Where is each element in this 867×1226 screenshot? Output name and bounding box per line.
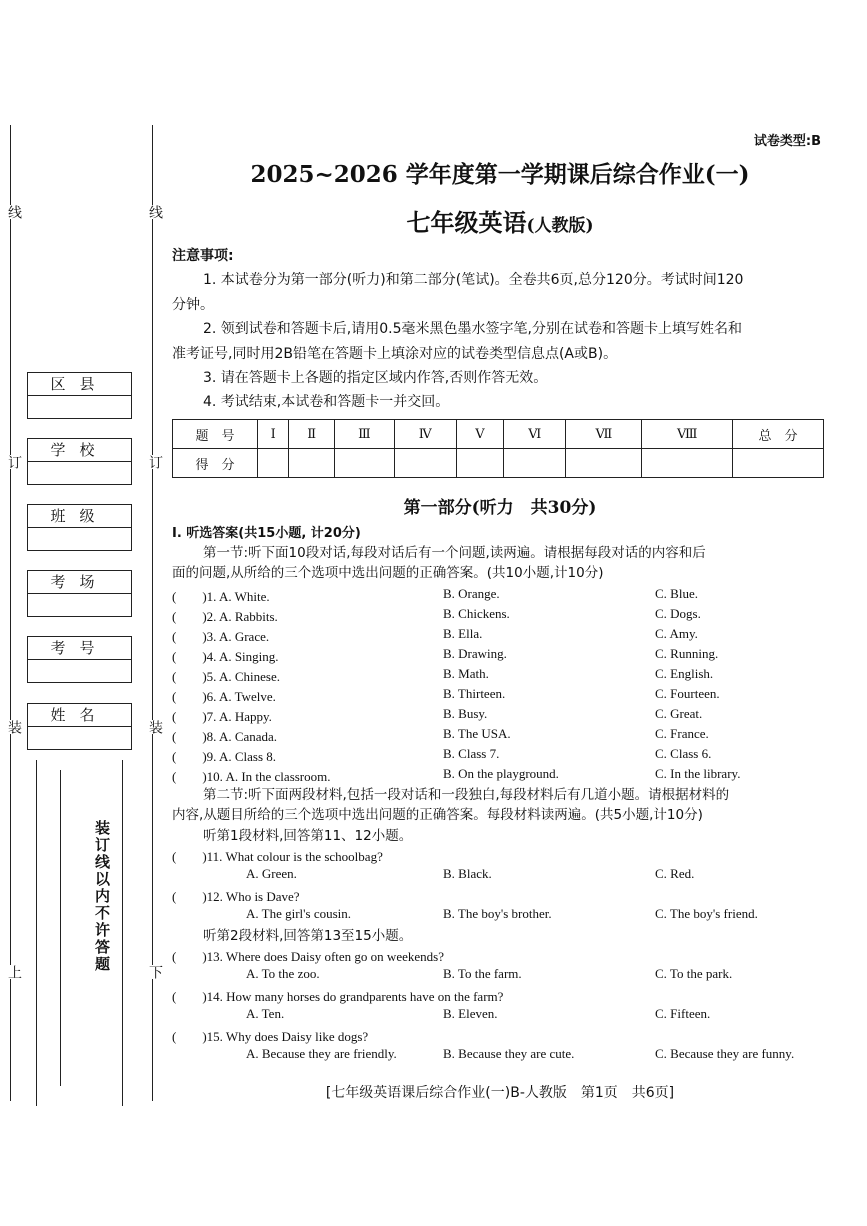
question-stem-option-a[interactable]: ( )2. A. Rabbits.	[172, 609, 278, 624]
score-table-row: 得 分	[173, 449, 824, 478]
part1-title: 第一部分(听力 共30分)	[403, 498, 597, 518]
option-c: C. To the park.	[655, 966, 733, 981]
question-stem-option-a[interactable]: ( )1. A. White.	[172, 589, 270, 604]
option-b: B. On the playground.	[443, 766, 559, 781]
page-title: 2025~2026 学年度第一学期课后综合作业(一)	[250, 161, 750, 188]
question-stem-option-a[interactable]: ( )3. A. Grace.	[172, 629, 270, 644]
question-stem[interactable]: ( )12. Who is Dave?	[172, 889, 300, 904]
option-a: A. Because they are friendly.	[246, 1046, 397, 1061]
option-b: B. Black.	[443, 866, 492, 881]
binding-line	[10, 125, 11, 1101]
field-school[interactable]: 学校	[27, 438, 132, 485]
option-c: C. Fifteen.	[655, 1006, 711, 1021]
section2-intro: 内容,从题目所给的三个选项中选出问题的正确答案。每段材料读两遍。(共5小题,计10分)	[172, 807, 703, 823]
field-name[interactable]: 姓名	[27, 703, 132, 750]
field-district[interactable]: 区县	[27, 372, 132, 419]
binding-note: 装订线以内不许答题	[93, 820, 111, 973]
section1-title: Ⅰ. 听选答案(共15小题, 计20分)	[172, 526, 361, 541]
notice-title: 注意事项:	[172, 248, 234, 264]
option-c: C. The boy's friend.	[655, 906, 758, 921]
material-1-note: 听第1段材料,回答第11、12小题。	[203, 828, 413, 844]
option-b: B. Orange.	[443, 586, 500, 601]
option-b: B. Drawing.	[443, 646, 507, 661]
option-c: C. Great.	[655, 706, 703, 721]
field-exam-room[interactable]: 考场	[27, 570, 132, 617]
option-c: C. Fourteen.	[655, 686, 720, 701]
question-stem[interactable]: ( )14. How many horses do grandparents have on the farm?	[172, 989, 504, 1004]
field-class[interactable]: 班级	[27, 504, 132, 551]
score-table-header: 题 号 Ⅰ Ⅱ Ⅲ Ⅳ Ⅴ Ⅵ Ⅶ Ⅷ 总 分	[173, 420, 824, 449]
option-b: B. The USA.	[443, 726, 511, 741]
option-b: B. The boy's brother.	[443, 906, 552, 921]
option-c: C. Amy.	[655, 626, 698, 641]
subtitle-main: 七年级英语	[406, 208, 527, 237]
question-stem-option-a[interactable]: ( )9. A. Class 8.	[172, 749, 277, 764]
option-a: A. The girl's cousin.	[246, 906, 352, 921]
notice-line: 3. 请在答题卡上各题的指定区域内作答,否则作答无效。	[203, 370, 548, 386]
option-b: B. Ella.	[443, 626, 483, 641]
option-c: C. Running.	[655, 646, 719, 661]
question-stem-option-a[interactable]: ( )5. A. Chinese.	[172, 669, 280, 684]
option-a: A. Green.	[246, 866, 297, 881]
binding-mark: 线	[147, 205, 163, 219]
binding-mark: 装	[147, 720, 163, 734]
binding-mark: 上	[6, 965, 22, 979]
notice-line: 准考证号,同时用2B铅笔在答题卡上填涂对应的试卷类型信息点(A或B)。	[172, 346, 618, 362]
section2-intro: 第二节:听下面两段材料,包括一段对话和一段独白,每段材料后有几道小题。请根据材料的	[203, 787, 730, 803]
question-stem-option-a[interactable]: ( )7. A. Happy.	[172, 709, 272, 724]
exam-type: 试卷类型:B	[753, 134, 821, 149]
option-b: B. Chickens.	[443, 606, 510, 621]
section1-intro: 面的问题,从所给的三个选项中选出问题的正确答案。(共10小题,计10分)	[172, 565, 604, 581]
option-b: B. Busy.	[443, 706, 488, 721]
question-stem[interactable]: ( )11. What colour is the schoolbag?	[172, 849, 383, 864]
field-exam-number[interactable]: 考号	[27, 636, 132, 683]
binding-mark: 订	[6, 455, 22, 469]
question-stem[interactable]: ( )13. Where does Daisy often go on weekends?	[172, 949, 444, 964]
option-b: B. To the farm.	[443, 966, 522, 981]
binding-mark: 订	[147, 455, 163, 469]
binding-mark: 下	[147, 965, 163, 979]
option-c: C. English.	[655, 666, 714, 681]
option-a: A. Ten.	[246, 1006, 285, 1021]
question-stem[interactable]: ( )15. Why does Daisy like dogs?	[172, 1029, 369, 1044]
option-b: B. Math.	[443, 666, 489, 681]
question-stem-option-a[interactable]: ( )4. A. Singing.	[172, 649, 279, 664]
binding-mark: 装	[6, 720, 22, 734]
question-stem-option-a[interactable]: ( )8. A. Canada.	[172, 729, 278, 744]
binding-line	[36, 760, 37, 1106]
page-footer: [七年级英语课后综合作业(一)B-人教版 第1页 共6页]	[325, 1085, 675, 1101]
binding-line	[152, 125, 153, 1101]
option-c: C. Dogs.	[655, 606, 701, 621]
option-c: C. Blue.	[655, 586, 698, 601]
option-c: C. Class 6.	[655, 746, 712, 761]
question-stem-option-a[interactable]: ( )10. A. In the classroom.	[172, 769, 331, 784]
binding-line	[122, 760, 123, 1106]
option-b: B. Thirteen.	[443, 686, 506, 701]
option-b: B. Because they are cute.	[443, 1046, 575, 1061]
binding-mark: 线	[6, 205, 22, 219]
notice-line: 分钟。	[172, 297, 214, 313]
option-c: C. France.	[655, 726, 709, 741]
question-stem-option-a[interactable]: ( )6. A. Twelve.	[172, 689, 276, 704]
subtitle	[150, 203, 850, 238]
section1-intro: 第一节:听下面10段对话,每段对话后有一个问题,读两遍。请根据每段对话的内容和后	[203, 545, 706, 561]
binding-line	[60, 770, 61, 1086]
material-2-note: 听第2段材料,回答第13至15小题。	[203, 928, 413, 944]
option-a: A. To the zoo.	[246, 966, 320, 981]
option-b: B. Class 7.	[443, 746, 500, 761]
notice-line: 1. 本试卷分为第一部分(听力)和第二部分(笔试)。全卷共6页,总分120分。考试时间120	[203, 272, 744, 288]
option-c: C. Red.	[655, 866, 695, 881]
notice-line: 2. 领到试卷和答题卡后,请用0.5毫米黑色墨水签字笔,分别在试卷和答题卡上填写姓名和	[203, 321, 742, 337]
subtitle-version: (人教版)	[526, 216, 594, 236]
option-c: C. Because they are funny.	[655, 1046, 795, 1061]
notice-line: 4. 考试结束,本试卷和答题卡一并交回。	[203, 394, 450, 410]
option-b: B. Eleven.	[443, 1006, 498, 1021]
score-table	[172, 419, 824, 478]
option-c: C. In the library.	[655, 766, 741, 781]
